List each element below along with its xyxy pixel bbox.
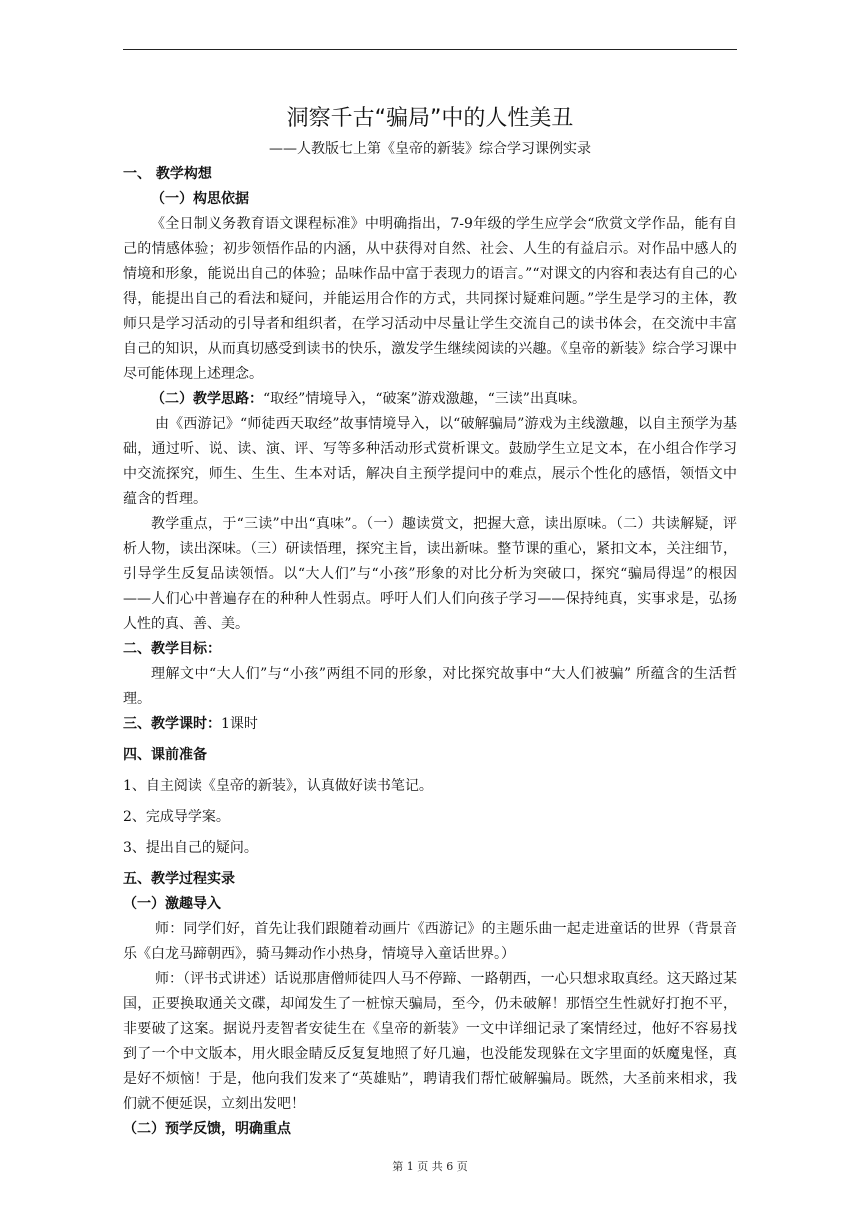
section-1-sub-2	[123, 387, 737, 412]
section-3-value: 1课时	[221, 716, 258, 732]
section-1-paragraph-3: 教学重点，于“三读”中出“真味”。（一）趣读赏文，把握大意，读出原味。（二）共读解疑，评析人物，读出深味。（三）研读悟理，探究主旨，读出新味。整节课的重心，紧扣文本，关注细节，引导学生反复品读领悟。以“大人们”与“小孩”形象的对比分析为突破口，探究“骗局得逞”的根因——人们心中普遍存在的种种人性弱点。呼吁人们人们向孩子学习——保持纯真，实事求是，弘扬人性的真、善、美。	[123, 516, 737, 632]
section-1-heading: 一、 教学构想	[123, 166, 212, 182]
section-5-paragraph-1: 师：同学们好，首先让我们跟随着动画片《西游记》的主题乐曲一起走进童话的世界（背景音乐《白龙马蹄朝西》，骑马舞动作小热身，情境导入童话世界。）	[123, 921, 737, 962]
section-2-paragraph-1: 理解文中“大人们”与“小孩”两组不同的形象，对比探究故事中“大人们被骗” 所蕴含的生活哲理。	[123, 666, 737, 707]
section-1-sub-2-text: “取经”情境导入，“破案”游戏激趣，“三读”出真味。	[263, 391, 586, 407]
section-1-paragraph-1: 《全日制义务教育语文课程标准》中明确指出，7-9年级的学生应学会“欣赏文学作品，能有自己的情感体验；初步领悟作品的内涵，从中获得对自然、社会、人生的有益启示。对作品中感人的情境和形象，能说出自己的体验；品味作品中富于表现力的语言。”“对课文的内容和表达有自己的心得，能提出自己的看法和疑问，并能运用合作的方式，共同探讨疑难问题。”学生是学习的主体，教师只是学习活动的引导者和组织者，在学习活动中尽量让学生交流自己的读书体会，在交流中丰富自己的知识，从而真切感受到读书的快乐，激发学生继续阅读的兴趣。《皇帝的新装》综合学习课中尽可能体现上述理念。	[123, 216, 737, 382]
document-subtitle: ——人教版七上第《皇帝的新装》综合学习课例实录	[269, 141, 591, 157]
section-3-heading: 三、教学课时：	[123, 716, 221, 732]
section-5-heading: 五、教学过程实录	[123, 871, 235, 887]
section-4-item-2: 2、完成导学案。	[123, 809, 230, 825]
document-body	[123, 104, 737, 1142]
section-5-sub-2-heading: （二）预学反馈，明确重点	[123, 1121, 291, 1137]
page-footer: 第 1 页 共 6 页	[392, 1160, 468, 1173]
section-4-item-1: 1、自主阅读《皇帝的新装》，认真做好读书笔记。	[123, 778, 433, 794]
section-1-sub-2-heading: （二）教学思路：	[151, 391, 263, 407]
section-1-paragraph-2: 由《西游记》“师徒西天取经”故事情境导入，以“破解骗局”游戏为主线激趣，以自主预学为基础，通过听、说、读、演、评、写等多种活动形式赏析课文。鼓励学生立足文本，在小组合作学习中交流探究，师生、生生、生本对话，解决自主预学提问中的难点，展示个性化的感悟，领悟文中蕴含的哲理。	[123, 416, 737, 507]
section-4-heading: 四、课前准备	[123, 747, 207, 763]
section-2-heading: 二、教学目标：	[123, 641, 221, 657]
section-5-paragraph-2: 师：（评书式讲述）话说那唐僧师徒四人马不停蹄、一路朝西，一心只想求取真经。这天路过某国，正要换取通关文碟，却闻发生了一桩惊天骗局，至今，仍未破解！那悟空生性就好打抱不平，非要破了这案。据说丹麦智者安徒生在《皇帝的新装》一文中详细记录了案情经过，他好不容易找到了一个中文版本，用火眼金睛反反复复地照了好几遍，也没能发现躲在文字里面的妖魔鬼怪，真是好不烦恼！于是，他向我们发来了“英雄贴”，聘请我们帮忙破解骗局。既然，大圣前来相求，我们就不便延误，立刻出发吧！	[123, 971, 737, 1112]
section-4-item-3: 3、提出自己的疑问。	[123, 840, 258, 856]
header-rule	[123, 49, 737, 50]
section-1-sub-1-heading: （一）构思依据	[151, 191, 249, 207]
document-title: 洞察千古“骗局”中的人性美丑	[286, 106, 574, 131]
section-5-sub-1-heading: （一）激趣导入	[123, 896, 221, 912]
section-3	[123, 712, 737, 737]
